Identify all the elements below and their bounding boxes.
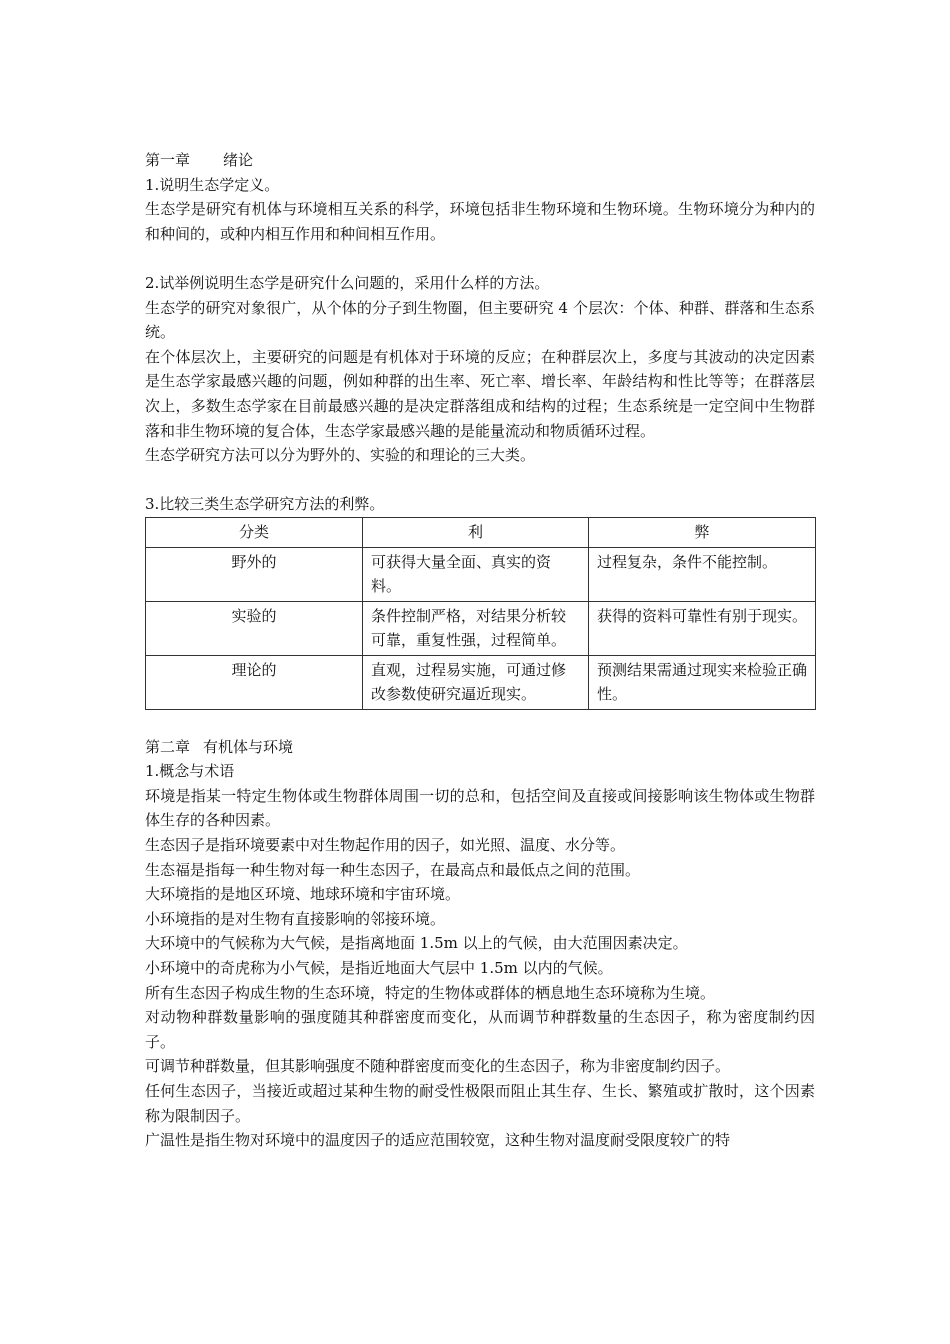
row-pros: 直观，过程易实施，可通过修改参数使研究逼近现实。 [363, 655, 589, 709]
paragraph-gap [145, 710, 815, 735]
row-cons: 预测结果需通过现实来检验正确性。 [589, 655, 816, 709]
header-pros: 利 [363, 517, 589, 547]
ch2-paragraph: 小环境中的奇虎称为小气候，是指近地面大气层中 1.5m 以内的气候。 [145, 959, 613, 977]
ch1-question-1: 1.说明生态学定义。 [145, 175, 280, 194]
table-row [146, 601, 816, 655]
chapter2-heading [145, 735, 815, 760]
chapter2-title: 有机体与环境 [203, 737, 294, 756]
ch2-paragraph: 大环境指的是地区环境、地球环境和宇宙环境。 [145, 885, 461, 904]
row-category: 野外的 [146, 547, 363, 601]
ch1-question-3: 3.比较三类生态学研究方法的利弊。 [145, 495, 385, 514]
ch2-paragraph: 所有生态因子构成生物的生态环境，特定的生物体或群体的栖息地生态环境称为生境。 [145, 983, 716, 1002]
ch1-question-2: 2.试举例说明生态学是研究什么问题的，采用什么样的方法。 [145, 273, 550, 292]
chapter1-title: 绪论 [223, 151, 254, 169]
ch2-paragraph: 小环境指的是对生物有直接影响的邻接环境。 [145, 909, 446, 928]
paragraph-gap [145, 246, 815, 271]
ch2-paragraph: 生态福是指每一种生物对每一种生态因子，在最高点和最低点之间的范围。 [145, 860, 641, 879]
header-category: 分类 [146, 517, 363, 547]
ch2-question-1: 1.概念与术语 [145, 762, 235, 781]
chapter1-number: 第一章 [145, 151, 191, 169]
paragraph-gap [145, 468, 815, 493]
ch2-paragraph: 对动物种群数量影响的强度随其种群密度而变化，从而调节种群数量的生态因子，称为密度制约因子。 [145, 1008, 815, 1051]
table-header-row [146, 517, 816, 547]
row-pros: 条件控制严格，对结果分析较可靠，重复性强，过程简单。 [363, 601, 589, 655]
ch1-answer-2-para-1: 生态学的研究对象很广，从个体的分子到生物圈，但主要研究 4 个层次：个体、种群、群落和生态系统。 [145, 298, 815, 342]
ch2-paragraph: 广温性是指生物对环境中的温度因子的适应范围较宽，这种生物对温度耐受限度较广的特 [145, 1131, 731, 1150]
row-category: 实验的 [146, 601, 363, 655]
table-row [146, 655, 816, 709]
ch2-paragraph: 可调节种群数量，但其影响强度不随种群密度而变化的生态因子，称为非密度制约因子。 [145, 1057, 731, 1076]
ch1-answer-2-para-2: 在个体层次上，主要研究的问题是有机体对于环境的反应；在种群层次上，多度与其波动的决定因素是生态学家最感兴趣的问题，例如种群的出生率、死亡率、增长率、年龄结构和性比等等；在群落层次上，多数生态学家在目前最感兴趣的是决定群落组成和结构的过程；生态系统是一定空间中生物群落和非生物环境的复合体，生态学家最感兴趣的是能量流动和物质循环过程。 [145, 347, 815, 440]
header-cons: 弊 [589, 517, 816, 547]
ch2-paragraph: 环境是指某一特定生物体或生物群体周围一切的总和，包括空间及直接或间接影响该生物体或生物群体生存的各种因素。 [145, 786, 815, 830]
chapter1-heading [145, 148, 815, 173]
row-category: 理论的 [146, 655, 363, 709]
row-pros: 可获得大量全面、真实的资料。 [363, 547, 589, 601]
ch2-paragraph: 生态因子是指环境要素中对生物起作用的因子，如光照、温度、水分等。 [145, 836, 626, 855]
ch2-paragraph: 大环境中的气候称为大气候，是指离地面 1.5m 以上的气候，由大范围因素决定。 [145, 934, 688, 953]
document-page [145, 148, 815, 1153]
row-cons: 获得的资料可靠性有别于现实。 [589, 601, 816, 655]
table-row [146, 547, 816, 601]
ch1-answer-2-para-3: 生态学研究方法可以分为野外的、实验的和理论的三大类。 [145, 446, 536, 465]
row-cons: 过程复杂，条件不能控制。 [589, 547, 816, 601]
ch1-answer-1: 生态学是研究有机体与环境相互关系的科学，环境包括非生物环境和生物环境。生物环境分为种内的和种间的，或种内相互作用和种间相互作用。 [145, 200, 815, 243]
methods-comparison-table [145, 517, 816, 710]
ch2-paragraph: 任何生态因子，当接近或超过某种生物的耐受性极限而阻止其生存、生长、繁殖或扩散时，这个因素称为限制因子。 [145, 1081, 815, 1125]
chapter2-number: 第二章 [145, 737, 191, 756]
